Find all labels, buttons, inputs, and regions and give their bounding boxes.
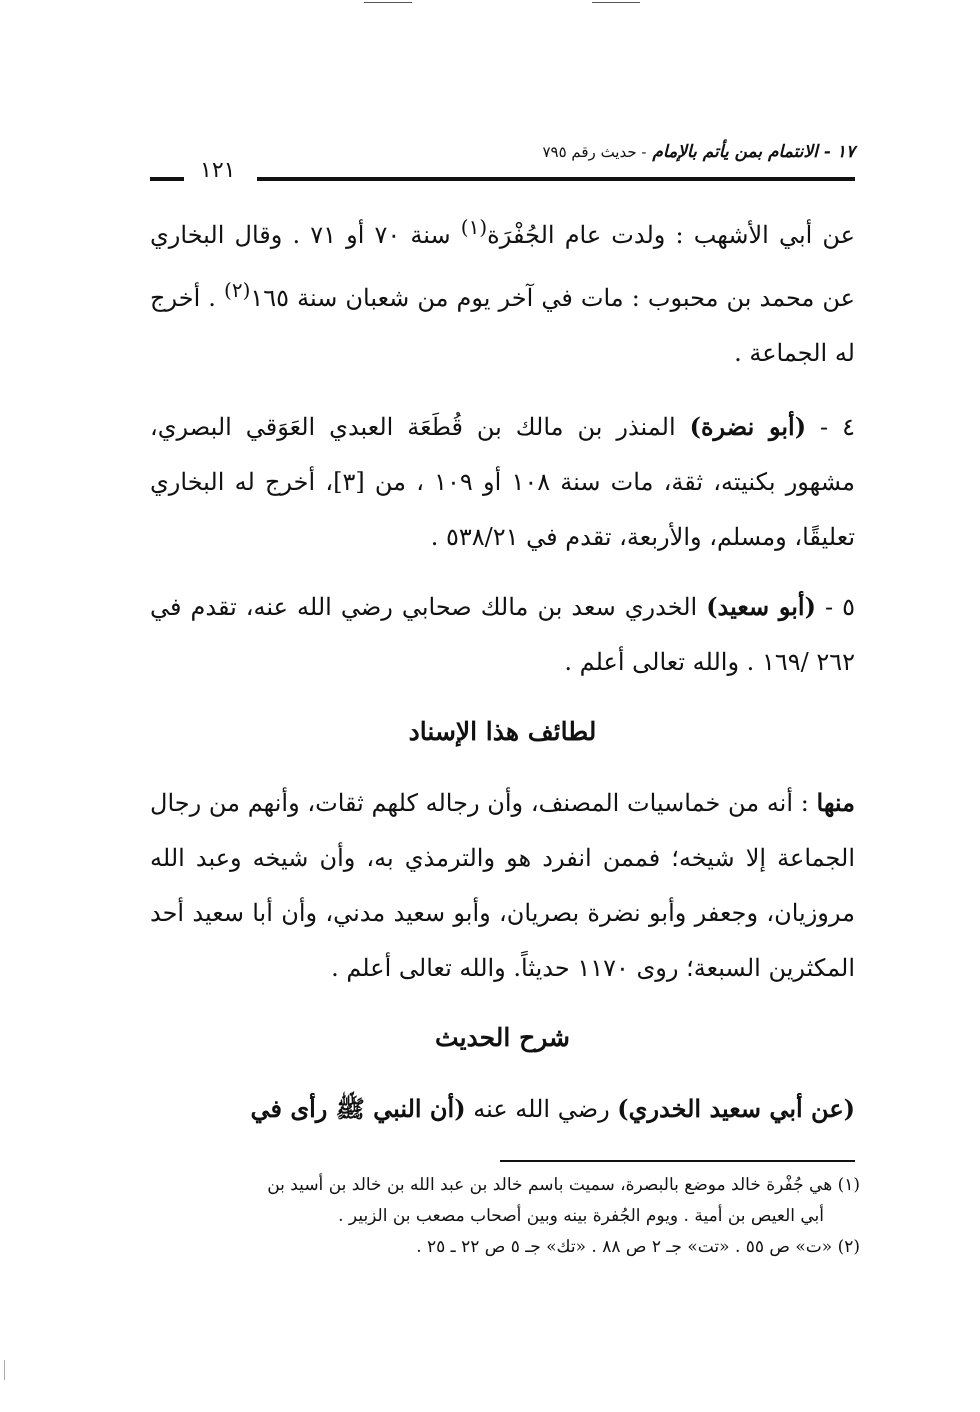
quoted-text: (أن النبي ﷺ رأى في <box>250 1094 466 1123</box>
footnote-separator <box>150 1160 855 1161</box>
page-header <box>150 142 855 186</box>
header-rule <box>257 177 855 181</box>
text-run: . أخرج له الجماعة . <box>150 284 855 367</box>
paragraph-narrator-5 <box>150 579 855 690</box>
text-run: عن أبي الأشهب : ولدت عام الجُفْرَة <box>487 221 856 249</box>
paragraph-narrator-4 <box>150 399 855 565</box>
text-run: رضي الله عنه <box>465 1095 618 1123</box>
paragraph-explanation <box>150 1081 855 1137</box>
page-number: ١٢١ <box>200 158 236 183</box>
paragraph-narrator-3 <box>150 200 855 381</box>
narrator-name: (أبو نضرة) <box>689 412 807 441</box>
text-run: : أنه من خماسيات المصنف، وأن رجاله كلهم ثقات، وأنهم من رجال الجماعة إلا شيخه؛ فممن انفرد هو والترمذي به، وأن شيخه وعبد الله مروزيان، وجعفر وأبو نضرة بصريان، وأبو سعيد مدني، وأن أبا سعيد أحد المكثرين السبعة؛ روى ١١٧٠ حديثاً. والله تعالى أعلم . <box>150 789 855 982</box>
footnote-2: (٢) «ت» ص ٥٥ . «تت» جـ ٢ ص ٨٨ . «تك» جـ ٥ ص ٢٢ ـ ٢٥ . <box>416 1237 860 1257</box>
footnote-1-continued: أبي العيص بن أمية . ويوم الجُفرة بينه وبين أصحاب مصعب بن الزبير . <box>338 1206 824 1226</box>
text-run: سنة ٧٠ أو ٧١ . وقال البخاري عن محمد بن محبوب : مات في آخر يوم من شعبان سنة ١٦٥ <box>150 221 855 312</box>
item-number: ٥ - <box>815 593 856 621</box>
text-run: المنذر بن مالك بن قُطَعَة العبدي العَوَقي البصري، مشهور بكنيته، ثقة، مات سنة ١٠٨ أو ١٠٩ ، من [٣]، أخرج له البخاري تعليقًا، ومسلم، والأربعة، تقدم في ٥٣٨/٢١ . <box>150 413 856 551</box>
footnote-marker-1: (١) <box>460 215 488 239</box>
lead-word: منها <box>816 788 855 817</box>
main-text <box>150 200 855 1137</box>
page-number-rule <box>150 177 184 181</box>
scan-mark <box>4 1360 5 1380</box>
section-heading-isnad: لطائف هذا الإسناد <box>408 717 597 746</box>
footnote-1: (١) هي جُفْرة خالد موضع بالبصرة، سميت باسم خالد بن عبد الله بن خالد بن أسيد بن <box>267 1175 860 1195</box>
narrator-name: (أبو سعيد) <box>706 592 816 621</box>
text-run: الخدري سعد بن مالك صحابي رضي الله عنه، تقدم في ٢٦٢ /١٦٩ . والله تعالى أعلم . <box>150 593 855 676</box>
scan-mark <box>364 2 412 3</box>
paragraph-isnad-notes <box>150 775 855 996</box>
quoted-text: (عن أبي سعيد الخدري) <box>617 1094 855 1123</box>
footnotes <box>150 1170 860 1263</box>
footnote-marker-2: (٢) <box>224 278 251 302</box>
item-number: ٤ - <box>806 413 856 441</box>
hadith-reference: - حديث رقم ٧٩٥ <box>542 143 647 161</box>
section-heading-explanation: شرح الحديث <box>435 1023 570 1052</box>
running-head <box>542 142 855 162</box>
chapter-title: ١٧ - الانتمام بمن يأتم بالإمام <box>652 142 855 162</box>
scan-mark <box>592 2 640 3</box>
